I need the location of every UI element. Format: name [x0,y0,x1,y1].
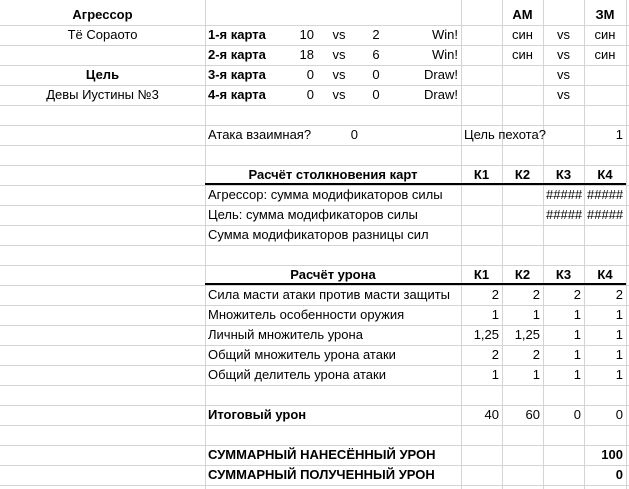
damage-row-divisor-label[interactable]: Общий делитель урона атаки [208,367,386,382]
row-gridline [0,425,629,426]
damage-row-suit-k4[interactable]: 2 [615,287,623,302]
round-1-vs[interactable]: vs [332,27,346,42]
round-4-defender-value[interactable]: 0 [372,87,380,102]
total-damage-k3[interactable]: 0 [573,407,581,422]
clash-col-k4[interactable]: К4 [584,165,626,185]
row-gridline [0,105,629,106]
clash-row-target-label[interactable]: Цель: сумма модификаторов силы [208,207,418,222]
damage-row-multiplier-k2[interactable]: 2 [532,347,540,362]
clash-row-diff-k2[interactable] [502,225,543,245]
clash-row-diff-k4[interactable] [584,225,626,245]
round-3-label[interactable]: 3-я карта [208,67,266,82]
damage-title[interactable]: Расчёт урона [205,265,461,285]
total-damage-k4[interactable]: 0 [615,407,623,422]
damage-row-weapon-label[interactable]: Множитель особенности оружия [208,307,405,322]
damage-row-weapon-k1[interactable]: 1 [491,307,499,322]
round-2-am[interactable]: син [512,47,533,62]
total-damage-k1[interactable]: 40 [484,407,499,422]
round-2-zm[interactable]: син [594,47,616,62]
round-2-defender-value[interactable]: 6 [372,47,380,62]
clash-row-aggressor-label[interactable]: Агрессор: сумма модификаторов силы [208,187,443,202]
round-1-vs2[interactable]: vs [557,27,570,42]
target-infantry-value[interactable]: 1 [615,127,623,142]
col-zm-header[interactable]: ЗМ [595,7,615,22]
total-damage-label[interactable]: Итоговый урон [208,407,307,422]
round-3-attacker-value[interactable]: 0 [306,67,314,82]
clash-row-target-k2[interactable] [502,205,543,225]
round-4-attacker-value[interactable]: 0 [306,87,314,102]
target-name[interactable]: Девы Иустины №3 [46,87,159,102]
clash-row-target-k4[interactable]: ##### [587,207,624,222]
col-am-header[interactable]: АМ [512,7,533,22]
round-3-defender-value[interactable]: 0 [372,67,380,82]
damage-row-divisor-k4[interactable]: 1 [615,367,623,382]
target-infantry-label[interactable]: Цель пехота? [464,127,546,142]
damage-row-suit-label[interactable]: Сила масти атаки против масти защиты [208,287,451,302]
damage-row-weapon-k3[interactable]: 1 [573,307,581,322]
damage-row-personal-k2[interactable]: 1,25 [514,327,540,342]
damage-row-divisor-k2[interactable]: 1 [532,367,540,382]
round-1-am[interactable]: син [512,27,533,42]
summary-dealt-label[interactable]: СУММАРНЫЙ НАНЕСЁННЫЙ УРОН [208,447,436,462]
round-4-label[interactable]: 4-я карта [208,87,266,102]
damage-row-personal-k3[interactable]: 1 [573,327,581,342]
row-gridline [0,485,629,486]
round-2-label[interactable]: 2-я карта [208,47,266,62]
clash-col-k3[interactable]: К3 [543,165,584,185]
damage-row-suit-k2[interactable]: 2 [532,287,540,302]
damage-row-suit-k1[interactable]: 2 [491,287,499,302]
aggressor-name[interactable]: Тё Сораото [67,27,138,42]
clash-row-target-k3[interactable]: ##### [546,207,583,222]
summary-dealt-value[interactable]: 100 [601,447,623,462]
mutual-attack-label[interactable]: Атака взаимная? [208,127,312,142]
clash-row-diff-k1[interactable] [461,225,502,245]
mutual-attack-value[interactable]: 0 [350,127,358,142]
damage-row-multiplier-k1[interactable]: 2 [491,347,499,362]
target-label[interactable]: Цель [85,67,120,82]
round-1-label[interactable]: 1-я карта [208,27,266,42]
round-2-vs[interactable]: vs [332,47,346,62]
damage-row-divisor-k1[interactable]: 1 [491,367,499,382]
damage-row-weapon-k4[interactable]: 1 [615,307,623,322]
round-2-attacker-value[interactable]: 18 [299,47,314,62]
damage-row-weapon-k2[interactable]: 1 [532,307,540,322]
round-1-attacker-value[interactable]: 10 [299,27,314,42]
damage-row-multiplier-label[interactable]: Общий множитель урона атаки [208,347,396,362]
round-3-result[interactable]: Draw! [424,67,458,82]
damage-row-personal-k1[interactable]: 1,25 [473,327,499,342]
damage-row-personal-k4[interactable]: 1 [615,327,623,342]
round-1-defender-value[interactable]: 2 [372,27,380,42]
damage-row-personal-label[interactable]: Личный множитель урона [208,327,363,342]
damage-row-multiplier-k4[interactable]: 1 [615,347,623,362]
round-3-vs[interactable]: vs [332,67,346,82]
round-4-vs2[interactable]: vs [557,87,570,102]
clash-row-target-k1[interactable] [461,205,502,225]
round-4-result[interactable]: Draw! [424,87,458,102]
round-2-result[interactable]: Win! [432,47,458,62]
round-1-zm[interactable]: син [594,27,616,42]
damage-col-k4[interactable]: К4 [584,265,626,285]
total-damage-k2[interactable]: 60 [525,407,540,422]
damage-row-suit-k3[interactable]: 2 [573,287,581,302]
clash-col-k1[interactable]: К1 [461,165,502,185]
round-3-vs2[interactable]: vs [557,67,570,82]
clash-row-aggressor-k2[interactable] [502,185,543,205]
clash-row-aggressor-k4[interactable]: ##### [587,187,624,202]
row-gridline [0,145,629,146]
damage-col-k3[interactable]: К3 [543,265,584,285]
round-1-result[interactable]: Win! [432,27,458,42]
row-gridline [0,245,629,246]
clash-col-k2[interactable]: К2 [502,165,543,185]
round-2-vs2[interactable]: vs [557,47,570,62]
round-4-vs[interactable]: vs [332,87,346,102]
clash-row-diff-label[interactable]: Сумма модификаторов разницы сил [208,227,429,242]
damage-col-k1[interactable]: К1 [461,265,502,285]
clash-row-diff-k3[interactable] [543,225,584,245]
clash-title[interactable]: Расчёт столкновения карт [205,165,461,185]
summary-received-label[interactable]: СУММАРНЫЙ ПОЛУЧЕННЫЙ УРОН [208,467,435,482]
damage-row-multiplier-k3[interactable]: 1 [573,347,581,362]
aggressor-label[interactable]: Агрессор [72,7,133,22]
damage-row-divisor-k3[interactable]: 1 [573,367,581,382]
row-gridline [0,385,629,386]
damage-col-k2[interactable]: К2 [502,265,543,285]
clash-row-aggressor-k1[interactable] [461,185,502,205]
clash-row-aggressor-k3[interactable]: ##### [546,187,583,202]
summary-received-value[interactable]: 0 [615,467,623,482]
